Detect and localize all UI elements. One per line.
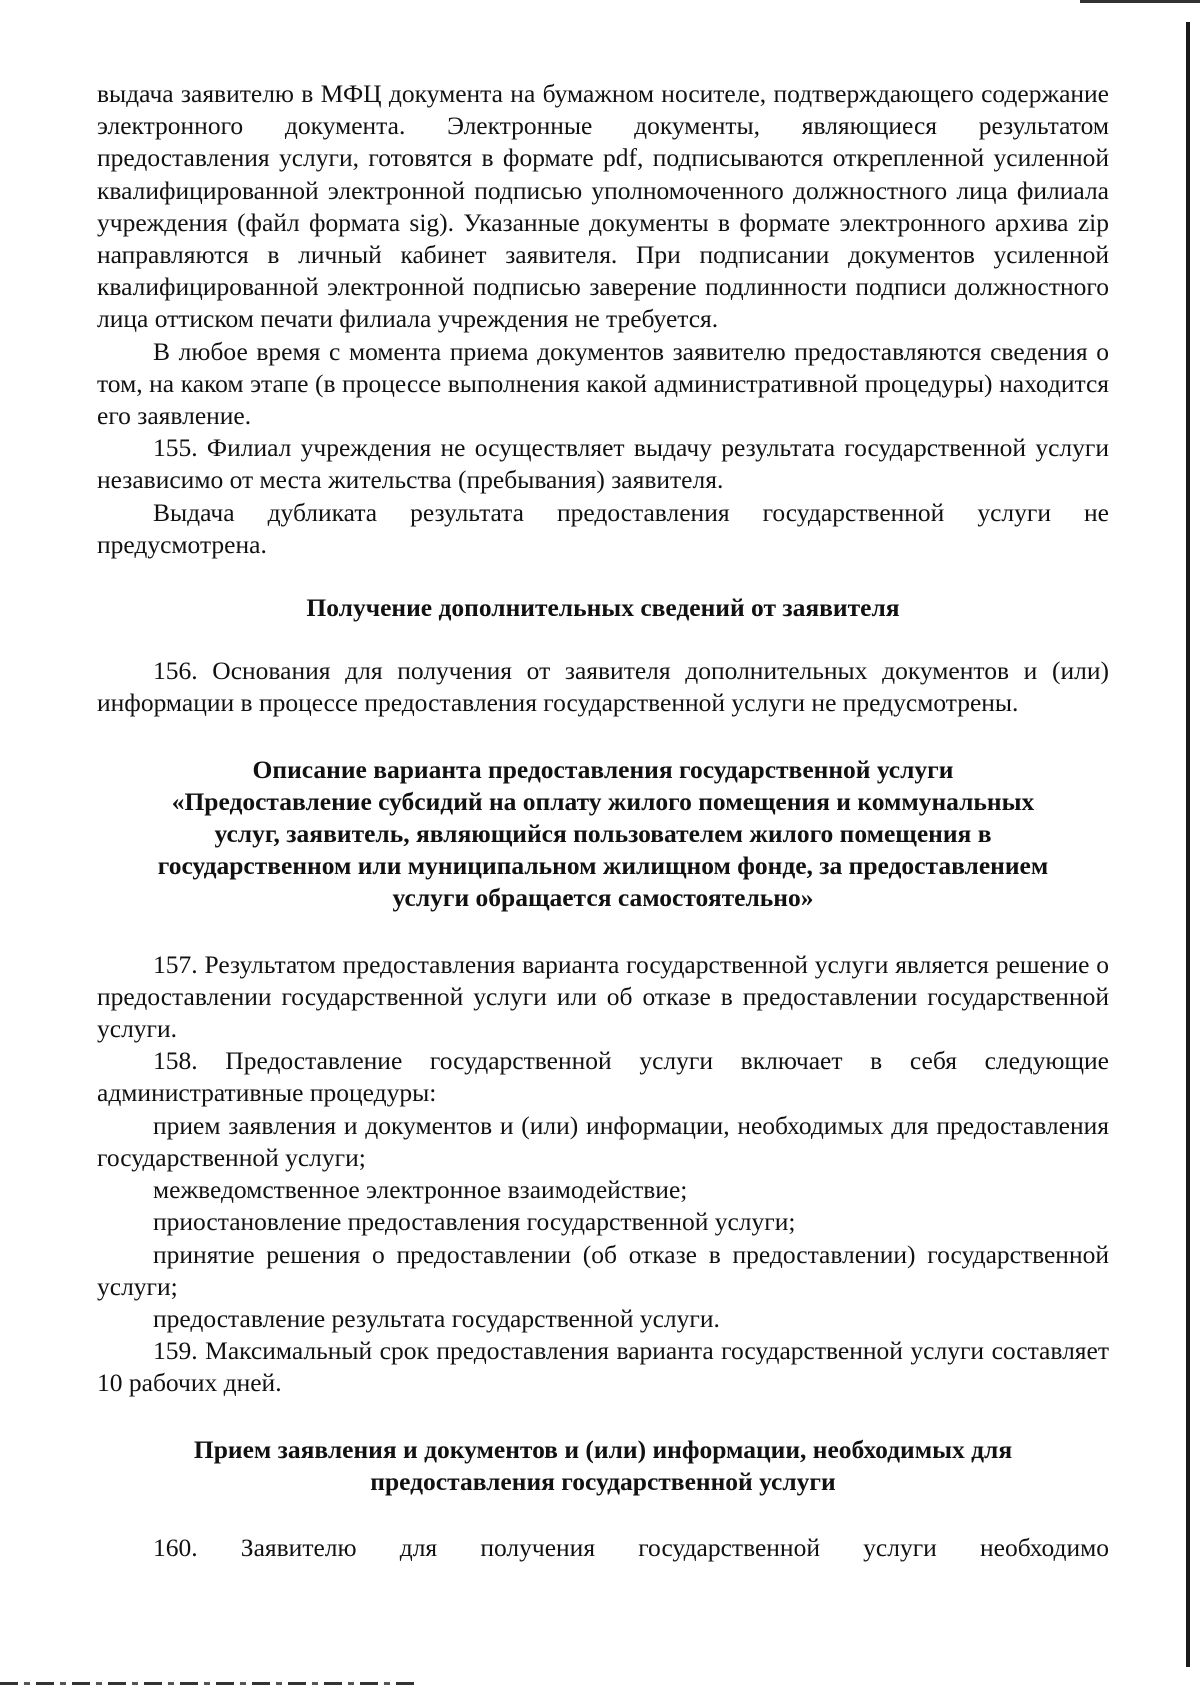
paragraph-duplicate: Выдача дубликата результата предоставления государственной услуги не предусмотрена.	[97, 497, 1109, 559]
scan-edge-top	[1080, 0, 1200, 3]
paragraph-156: 156. Основания для получения от заявителя дополнительных документов и (или) информации в процессе предоставления государственной услуги не предусмотрены.	[97, 656, 1109, 718]
procedure-item: межведомственное электронное взаимодействие;	[153, 1175, 688, 1205]
paragraph-159: 159. Максимальный срок предоставления варианта государственной услуги составляет 10 рабочих дней.	[97, 1336, 1109, 1398]
procedure-item: прием заявления и документов и (или) информации, необходимых для предоставления государственной услуги;	[97, 1110, 1109, 1172]
heading-reception	[97, 1434, 1109, 1498]
paragraph-158: 158. Предоставление государственной услуги включает в себя следующие административные процедуры:	[97, 1046, 1109, 1108]
paragraph-status-info: В любое время с момента приема документов заявителю предоставляются сведения о том, на каком этапе (в процессе выполнения какой административной процедуры) находится его заявление.	[97, 336, 1109, 431]
scan-edge-bottom	[0, 1682, 420, 1685]
paragraph-155: 155. Филиал учреждения не осуществляет выдачу результата государственной услуги независимо от места жительства (пребывания) заявителя.	[97, 433, 1109, 495]
heading-variant-line: услуги обращается самостоятельно»	[392, 883, 814, 913]
heading-variant-line: услуг, заявитель, являющийся пользователем жилого помещения в	[214, 819, 992, 849]
procedure-item: приостановление предоставления государственной услуги;	[153, 1207, 796, 1237]
document-body	[97, 78, 1109, 1564]
paragraph-mfc-issuance: выдача заявителю в МФЦ документа на бумажном носителе, подтверждающего содержание электронного документа. Электронные документы, являющиеся результатом предоставления услуги, готовятся в формате pdf, подписываются открепленной усиленной квалифицированной электронной подписью уполномоченного должностного лица филиала учреждения (файл формата sig). Указанные документы в формате электронного архива zip направляются в личный кабинет заявителя. При подписании документов усиленной квалифицированной электронной подписью заверение подлинности подписи должностного лица оттиском печати филиала учреждения не требуется.	[97, 79, 1109, 334]
heading-variant-description	[97, 754, 1109, 915]
heading-reception-line: Прием заявления и документов и (или) информации, необходимых для	[193, 1434, 1013, 1464]
scan-edge-right	[1186, 22, 1190, 1667]
paragraph-160: 160. Заявителю для получения государственной услуги необходимо	[153, 1532, 1109, 1562]
heading-additional-info: Получение дополнительных сведений от заявителя	[306, 593, 900, 623]
heading-variant-line: «Предоставление субсидий на оплату жилого помещения и коммунальных	[171, 786, 1035, 816]
heading-reception-line: предоставления государственной услуги	[370, 1466, 836, 1496]
paragraph-157: 157. Результатом предоставления варианта государственной услуги является решение о предоставлении государственной услуги или об отказе в предоставлении государственной услуги.	[97, 949, 1109, 1044]
procedure-item: предоставление результата государственной услуги.	[153, 1303, 720, 1333]
procedure-item: принятие решения о предоставлении (об отказе в предоставлении) государственной услуги;	[97, 1239, 1109, 1301]
heading-variant-line: государственном или муниципальном жилищном фонде, за предоставлением	[157, 851, 1049, 881]
heading-variant-line: Описание варианта предоставления государственной услуги	[252, 754, 954, 784]
